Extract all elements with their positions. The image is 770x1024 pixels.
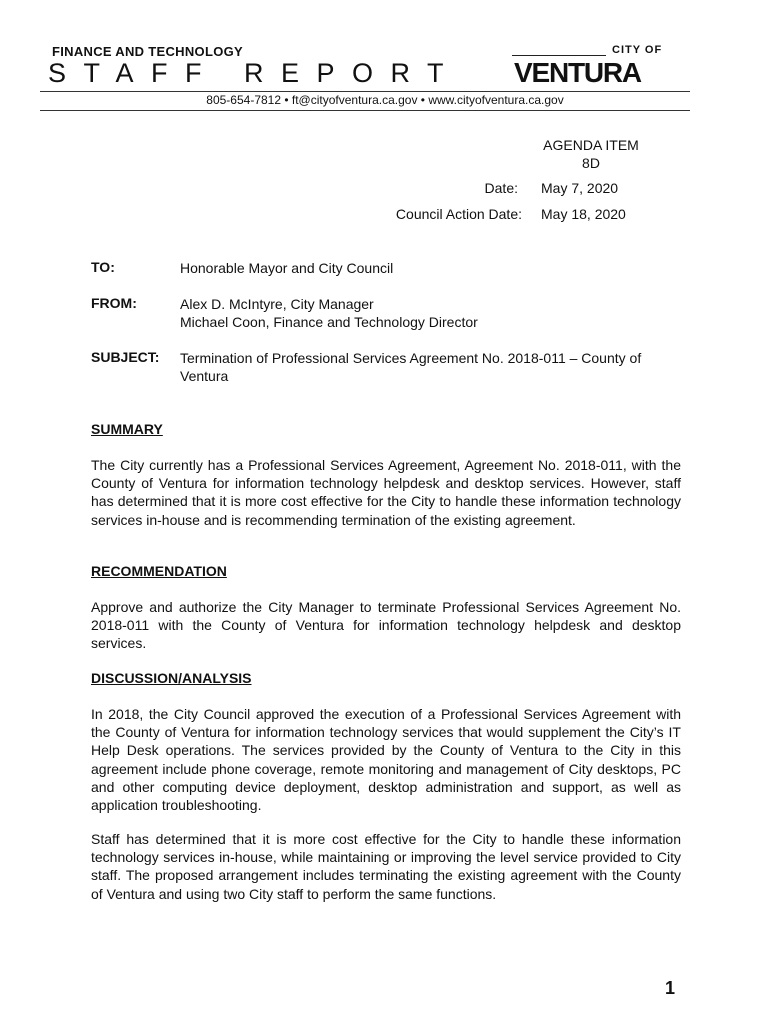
contact-line: 805-654-7812 • ft@cityofventura.ca.gov • www.cityofventura.ca.gov [206,93,564,107]
discussion-paragraph-1: In 2018, the City Council approved the execution of a Professional Services Agreement with the County of Ventura for information technology services that would supplement the City’s IT Help Desk operations. The services provided by the County of Ventura to the City in this agreement include phone coverage, remote monitoring and management of City desktops, PC and other computing device deployment, desktop administration and support, as well as application troubleshooting. [91,706,681,814]
agenda-item [530,136,652,172]
to-label: TO: [91,259,115,275]
from-line-2: Michael Coon, Finance and Technology Director [180,314,478,330]
summary-heading: SUMMARY [91,421,163,437]
date-value: May 7, 2020 [541,180,619,196]
city-logo-text: VENTURA [514,57,641,88]
city-of-rule [512,55,606,56]
date-label: Date: [484,180,518,196]
council-action-date-label: Council Action Date: [395,206,522,222]
discussion-paragraph-2: Staff has determined that it is more cost effective for the City to handle these information technology services in-house, while maintaining or improving the level service provided to City staff. The proposed arrangement includes terminating the existing agreement with the County of Ventura and using two City staff to perform the same functions. [91,831,681,902]
from-line-1: Alex D. McIntyre, City Manager [180,296,374,312]
subject-label: SUBJECT: [91,349,160,365]
agenda-item-number: 8D [582,155,600,171]
header-divider-bottom [40,110,690,111]
report-title: STAFF REPORT [48,58,462,88]
discussion-heading: DISCUSSION/ANALYSIS [91,670,252,686]
from-label: FROM: [91,295,137,311]
recommendation-heading: RECOMMENDATION [91,563,227,579]
from-value [180,295,685,331]
to-value: Honorable Mayor and City Council [180,260,394,276]
summary-text: The City currently has a Professional Services Agreement, Agreement No. 2018-011, with the County of Ventura for information technology helpdesk and desktop services. However, staff has determined that it is more cost effective for the City to handle these information technology services in-house and is recommending termination of the existing agreement. [91,457,681,528]
page-number: 1 [665,978,676,998]
agenda-item-label: AGENDA ITEM [543,137,639,153]
city-of-label: CITY OF [612,44,663,56]
department-name: FINANCE AND TECHNOLOGY [52,44,244,59]
subject-value: Termination of Professional Services Agreement No. 2018-011 – County of Ventura [180,350,642,384]
header-divider-top [40,91,690,92]
council-action-date-value: May 18, 2020 [541,206,626,222]
recommendation-text: Approve and authorize the City Manager to terminate Professional Services Agreement No. 2018-011 with the County of Ventura for information technology helpdesk and desktop services. [91,599,681,652]
